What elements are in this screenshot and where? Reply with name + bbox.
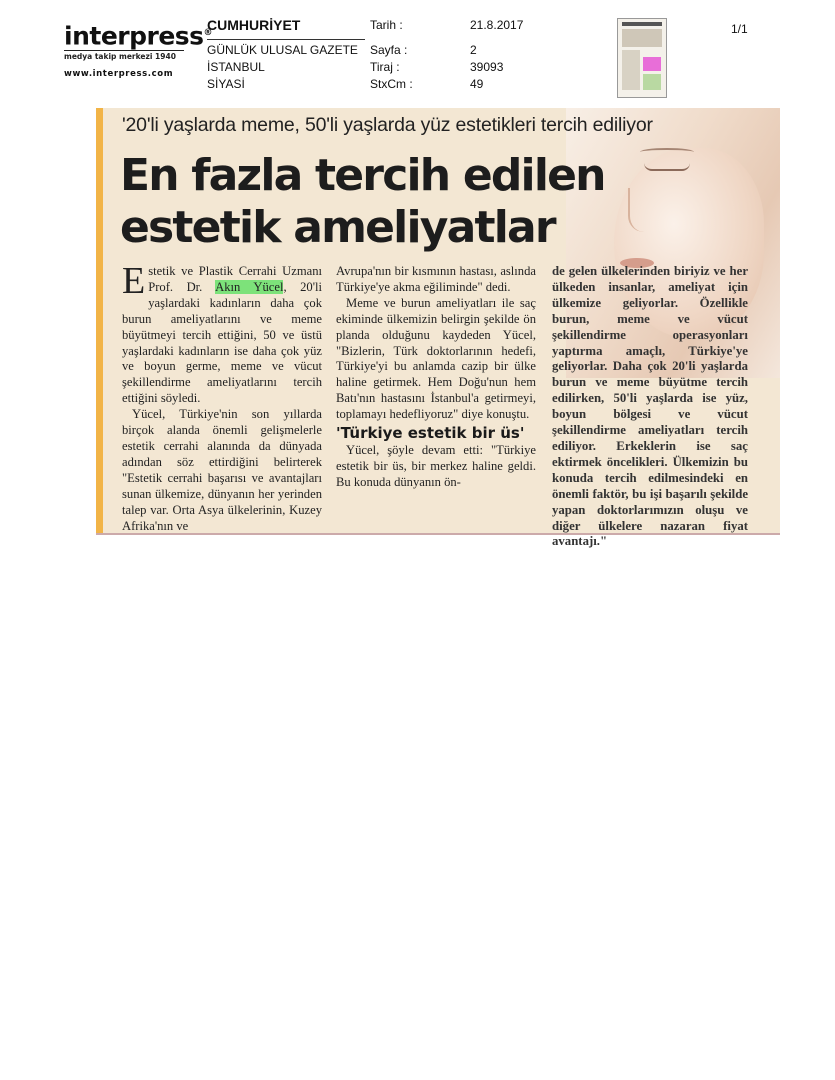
paragraph-4: Meme ve burun ameliyatları ile saç ekiminde ülkemizin belirgin şekilde ön planda olduğunu kaydeden Yücel, "Bizlerin, Türk doktorlarının hedefi, Türkiye'yi bu anlamda cazip bir ülke haline getirmek. Hem Doğu'nun hem Batı'nın hastasını İstanbul'a getirmeyi, toplamayı hedefliyoruz" diye konuştu. — [336, 295, 536, 422]
circulation-label: Tiraj : — [370, 60, 400, 74]
drop-cap: E — [122, 260, 146, 302]
page-counter: 1/1 — [731, 22, 748, 36]
article-clipping — [96, 108, 780, 549]
page-thumbnail[interactable] — [617, 18, 667, 98]
article-kicker: '20'li yaşlarda meme, 50'li yaşlarda yüz estetikleri tercih ediliyor — [122, 114, 653, 136]
highlighted-name: Akın Yücel — [215, 279, 284, 294]
logo-url: www.interpress.com — [64, 69, 174, 80]
date-value: 21.8.2017 — [470, 18, 524, 32]
page-label: Sayfa : — [370, 43, 408, 57]
article-subhead: 'Türkiye estetik bir üs' — [336, 424, 525, 443]
page-value: 2 — [470, 43, 477, 57]
publication-type: GÜNLÜK ULUSAL GAZETE — [207, 43, 358, 57]
publication-name: CUMHURİYET — [207, 17, 301, 33]
clipping-accent-bar — [96, 108, 103, 533]
logo-wordmark: interpress® — [64, 21, 213, 51]
article-column-3 — [552, 264, 748, 550]
headline-line-2: estetik ameliyatlar — [120, 202, 555, 253]
date-label: Tarih : — [370, 18, 403, 32]
paragraph-3: Avrupa'nın bir kısmının hastası, aslında Türkiye'ye akma eğilimindе" dedi. — [336, 264, 536, 294]
article-column-1 — [122, 260, 322, 534]
publication-category: SİYASİ — [207, 77, 245, 91]
stxcm-label: StxCm : — [370, 77, 413, 91]
logo-tagline: medya takip merkezi 1940 — [64, 50, 184, 61]
article-headline — [120, 150, 605, 254]
paragraph-1: Estetik ve Plastik Cerrahi Uzmanı Prof. Dr. Akın Yücel, 20'li yaşlardaki kadınların daha çok burun ameliyatlarını ve meme büyütmeyi tercih ettiğini, 50 ve üstü yaşlardaki kadınların ise daha çok yüz ve boyun germe, meme ve vücut şekillendirme ameliyatlarını tercih ettiğini söyledi. — [122, 260, 322, 406]
paragraph-6: de gelen ülkelerinden biriyiz ve her ülkeden insanlar, ameliyat için ülkemize geliyorlar. Özellikle burun, meme ve vücut şekillendirme operasyonları yaptırma amaçlı, Türkiye'ye geliyorlar. Daha çok 20'li yaşlarda burun ve meme büyütme tercih edilirken, 50'li yaşlarda ise yüz, boyun bölgesi ve vücut şekillendirme ameliyatları tercih ediliyor. Erkeklerin ise saç ektirmek öncelikleri. Ülkemizin bu konuda tercih edilmesindeki en önemli faktör, bu işi başarılı şekilde yapan doktorlarımızın oluşu ve diğer ülkelere nazaran fiyat avantajı." — [552, 264, 748, 549]
publication-divider — [207, 39, 365, 40]
stxcm-value: 49 — [470, 77, 484, 91]
paragraph-5: Yücel, şöyle devam etti: "Türkiye estetik bir üs, bir merkez haline geldi. Bu konuda dünyanın ön- — [336, 443, 536, 489]
headline-line-1: En fazla tercih edilen — [120, 150, 605, 201]
article-column-2 — [336, 264, 536, 491]
paragraph-2: Yücel, Türkiye'nin son yıllarda birçok alanda önemli gelişmelerle estetik cerrahi alanında da dünyada adından söz ettirdiğini belirterek "Estetik cerrahi başarısı ve avantajları sunan ülkemize, dünyanın her yerinden talep var. Orta Asya ülkelerinin, Kuzey Afrika'nın ve — [122, 407, 322, 533]
publication-city: İSTANBUL — [207, 60, 265, 74]
interpress-logo — [64, 20, 213, 80]
circulation-value: 39093 — [470, 60, 504, 74]
